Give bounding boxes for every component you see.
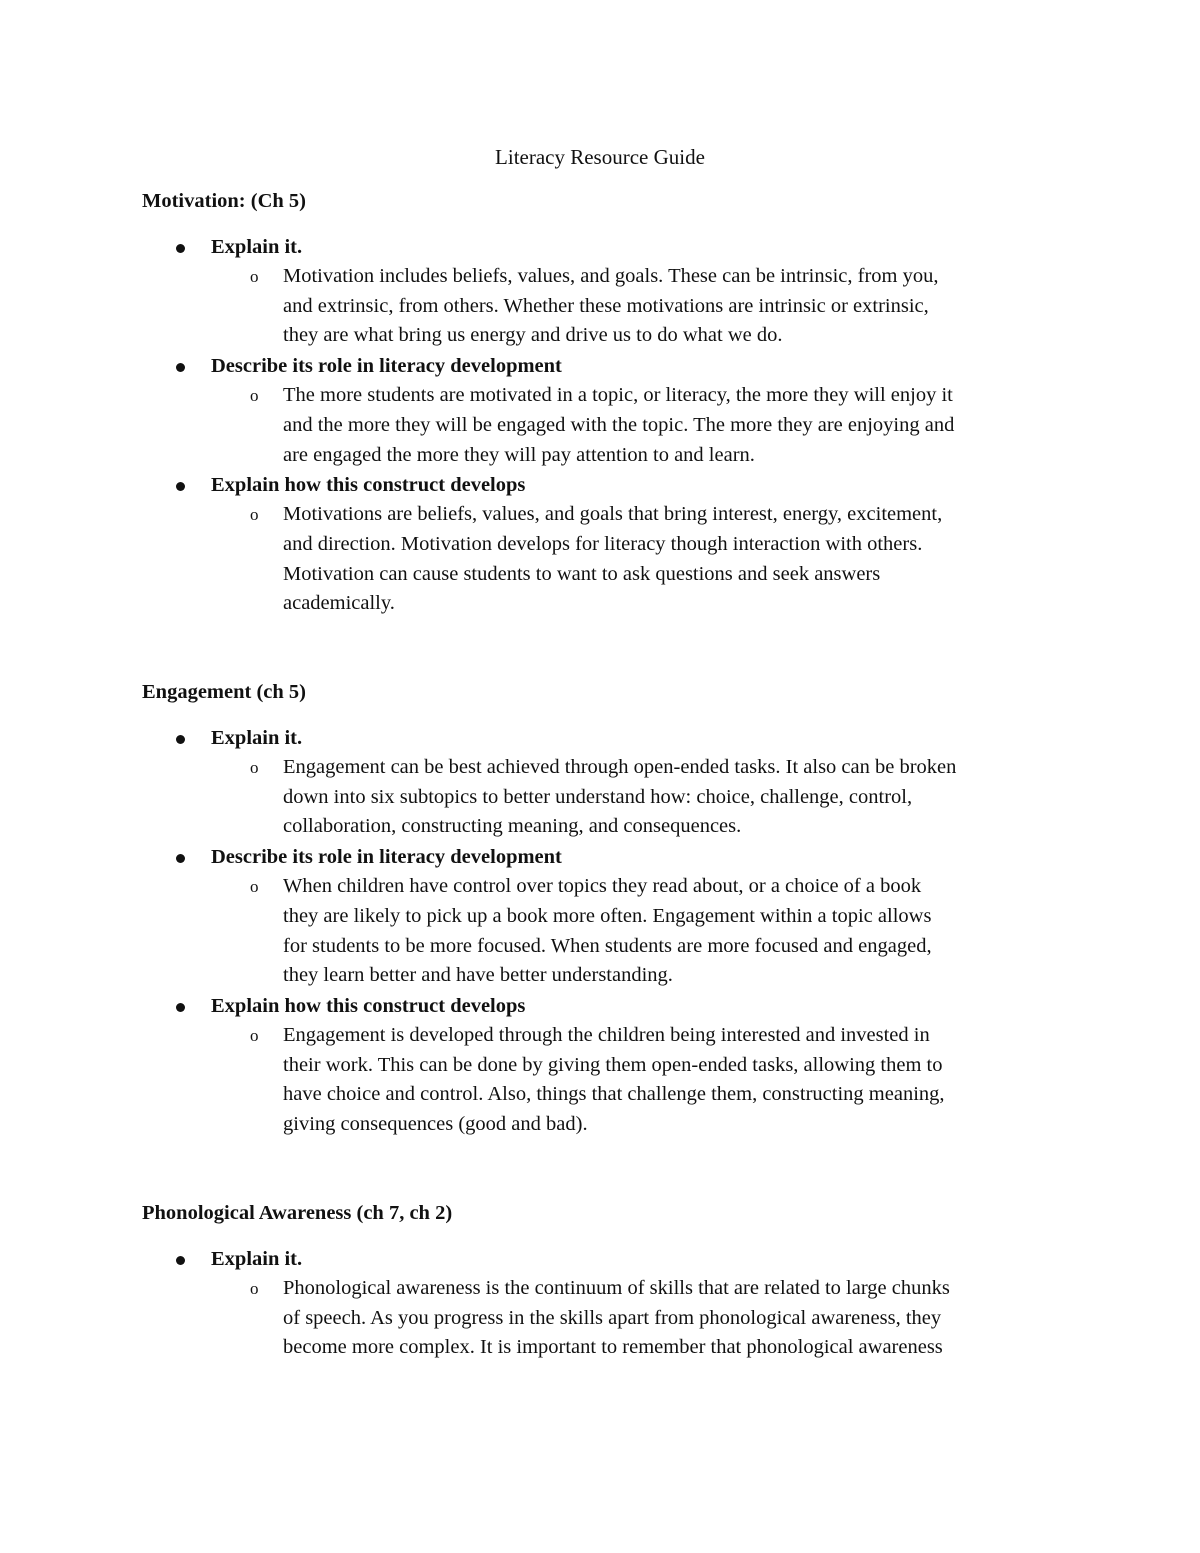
bullet-dot-icon: [176, 735, 185, 744]
bullet-item: [142, 351, 1082, 381]
sub-bullet-item: [142, 262, 1082, 351]
bullet-label: Explain how this construct develops: [211, 994, 526, 1017]
bullet-item: [142, 842, 1082, 872]
bullet-dot-icon: [176, 244, 185, 253]
bullet-dot-icon: [176, 482, 185, 491]
sub-bullet-line: Motivation can cause students to want to ask questions and seek answers: [283, 562, 881, 585]
sub-bullet-item: [142, 381, 1082, 470]
bullet-label: Describe its role in literacy development: [211, 355, 562, 378]
sub-bullet-line: Motivation includes beliefs, values, and goals. These can be intrinsic, from you,: [283, 265, 939, 287]
sub-bullet-line: have choice and control. Also, things that challenge them, constructing meaning,: [283, 1083, 945, 1106]
bullet-dot-icon: [176, 1003, 185, 1012]
bullet-dot-icon: [176, 363, 185, 372]
bullet-label: Describe its role in literacy development: [211, 846, 562, 869]
sub-bullet-line: and the more they will be engaged with the topic. The more they are enjoying and: [283, 413, 955, 436]
sub-bullet-line: Motivations are beliefs, values, and goals that bring interest, energy, excitement,: [283, 503, 943, 526]
sub-bullet-line: their work. This can be done by giving them open-ended tasks, allowing them to: [283, 1053, 943, 1076]
sub-bullet-line: academically.: [283, 592, 395, 615]
bullet-label: Explain how this construct develops: [211, 474, 526, 497]
sub-bullet-line: When children have control over topics they read about, or a choice of a book: [283, 875, 922, 898]
bullet-label: Explain it.: [211, 1248, 303, 1270]
sub-bullet-line: they learn better and have better understanding.: [283, 964, 673, 987]
sub-bullet-line: become more complex. It is important to remember that phonological awareness: [283, 1336, 943, 1359]
section-engagement: [142, 678, 1082, 1140]
sub-bullet-line: and direction. Motivation develops for literacy though interaction with others.: [283, 532, 923, 555]
section-phonological-awareness: [142, 1199, 1082, 1363]
bullet-label: Explain it.: [211, 236, 303, 258]
section-heading: Phonological Awareness (ch 7, ch 2): [142, 1202, 453, 1224]
bullet-dot-icon: [176, 1256, 185, 1265]
sub-bullet-line: for students to be more focused. When students are more focused and engaged,: [283, 934, 932, 957]
bullet-list: [142, 1244, 1082, 1363]
sub-bullet-line: Engagement can be best achieved through open-ended tasks. It also can be broken: [283, 756, 957, 778]
bullet-list: [142, 232, 1082, 619]
bullet-item: [142, 723, 1082, 753]
bullet-item: [142, 232, 1082, 262]
sub-bullet-line: they are likely to pick up a book more often. Engagement within a topic allows: [283, 904, 932, 927]
sub-bullet-line: Phonological awareness is the continuum of skills that are related to large chunks: [283, 1277, 950, 1299]
sub-bullet-line: they are what bring us energy and drive us to do what we do.: [283, 324, 783, 347]
sub-bullet-item: [142, 1274, 1082, 1363]
sub-bullet-line: and extrinsic, from others. Whether these motivations are intrinsic or extrinsic,: [283, 294, 929, 317]
sub-bullet-item: [142, 753, 1082, 842]
sub-bullet-line: collaboration, constructing meaning, and consequences.: [283, 815, 742, 838]
sub-bullet-item: [142, 1021, 1082, 1140]
document-title: Literacy Resource Guide: [495, 145, 705, 169]
bullet-item: [142, 991, 1082, 1021]
section-motivation: [142, 187, 1082, 619]
bullet-label: Explain it.: [211, 727, 303, 749]
sub-bullet-marker-icon: o: [250, 505, 259, 525]
sub-bullet-marker-icon: o: [250, 1025, 259, 1045]
bullet-dot-icon: [176, 854, 185, 863]
sub-bullet-line: Engagement is developed through the children being interested and invested in: [283, 1023, 930, 1046]
sub-bullet-line: giving consequences (good and bad).: [283, 1113, 588, 1136]
bullet-list: [142, 723, 1082, 1140]
sub-bullet-marker-icon: o: [250, 267, 259, 286]
sub-bullet-item: [142, 500, 1082, 619]
sub-bullet-line: down into six subtopics to better understand how: choice, challenge, control,: [283, 785, 913, 808]
sub-bullet-marker-icon: o: [250, 1279, 259, 1298]
sub-bullet-line: are engaged the more they will pay attention to and learn.: [283, 443, 755, 466]
sub-bullet-line: of speech. As you progress in the skills apart from phonological awareness, they: [283, 1306, 942, 1329]
bullet-item: [142, 1244, 1082, 1274]
sub-bullet-line: The more students are motivated in a topic, or literacy, the more they will enjoy it: [283, 384, 953, 407]
sub-bullet-marker-icon: o: [250, 386, 259, 406]
section-heading: Motivation: (Ch 5): [142, 190, 306, 212]
sub-bullet-marker-icon: o: [250, 758, 259, 777]
section-heading: Engagement (ch 5): [142, 681, 306, 703]
sub-bullet-item: [142, 872, 1082, 991]
sub-bullet-marker-icon: o: [250, 877, 259, 897]
bullet-item: [142, 470, 1082, 500]
